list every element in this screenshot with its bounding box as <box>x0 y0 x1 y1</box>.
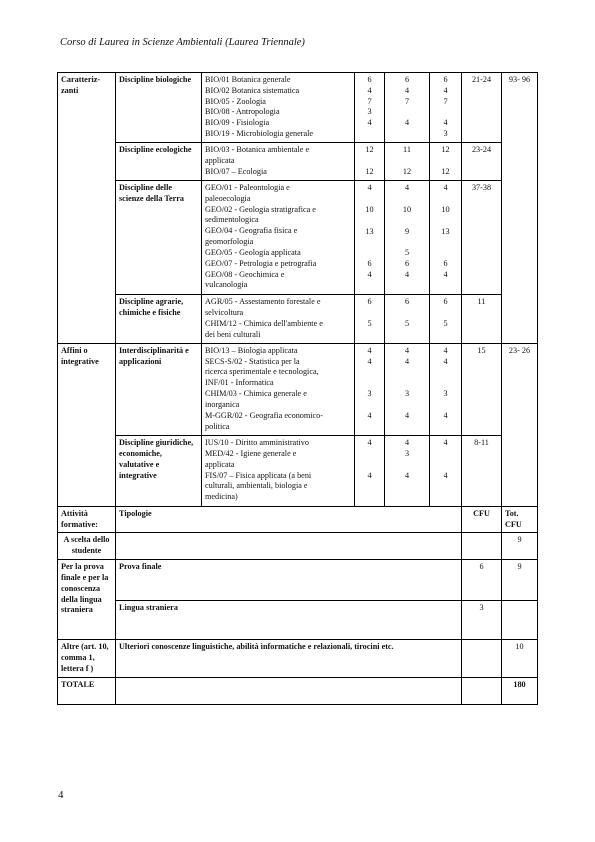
empty-cell <box>116 677 462 704</box>
cell-line: GEO/07 - Petrologia e petrografia <box>205 258 317 268</box>
cell-line: BIO/05 - Zoologia <box>205 96 266 106</box>
cell-line: applicata <box>205 459 235 469</box>
cfu-col-3 <box>430 436 462 507</box>
cell-line: culturali, ambientali, biologia e <box>205 481 308 491</box>
cell-line <box>358 156 381 167</box>
cell-line: 11 <box>403 145 411 155</box>
cell-line: BIO/01 Botanica generale <box>205 75 291 84</box>
ambito-cell: Discipline delle scienze della Terra <box>116 180 202 294</box>
cell-line: 4 <box>367 470 372 480</box>
cell-line: 12 <box>441 145 450 155</box>
cell-line <box>358 422 381 433</box>
table-row <box>58 640 538 677</box>
cell-line: 4 <box>367 270 372 280</box>
cell-line: 4 <box>404 345 410 355</box>
cell-line: 13 <box>441 226 450 236</box>
cell-line: BIO/13 – Biologia applicata <box>205 345 298 355</box>
cell-line: 4 <box>404 118 410 128</box>
cell-line: 4 <box>404 411 410 421</box>
ssd-list <box>202 295 355 344</box>
cell-line <box>388 281 426 292</box>
cell-line: 12 <box>441 167 450 177</box>
cfu-col-1 <box>355 180 385 294</box>
table-row <box>58 560 538 601</box>
ssd-list <box>202 143 355 181</box>
cell-line: 4 <box>367 345 372 355</box>
table-row <box>58 436 538 507</box>
empty-cell <box>462 677 502 704</box>
empty-cell <box>502 601 538 640</box>
cell-line: 12 <box>365 167 374 177</box>
cell-line: 5 <box>404 248 410 258</box>
cfu-range: 21-24 <box>462 73 502 143</box>
cfu-col-2 <box>385 143 430 181</box>
cell-line: 6 <box>367 259 372 269</box>
cell-line: 4 <box>367 411 372 421</box>
cell-line: 6 <box>443 259 448 269</box>
cell-line <box>433 194 458 205</box>
ssd-list <box>202 73 355 143</box>
cell-line: BIO/02 Botanica sistematica <box>205 85 300 95</box>
empty-cell <box>462 533 502 560</box>
cell-line <box>388 237 426 248</box>
totale-label: TOTALE <box>58 677 116 704</box>
ambito-cell: Interdisciplinarità e applicazioni <box>116 343 202 435</box>
cell-line <box>388 493 426 504</box>
empty-cell <box>116 533 462 560</box>
cell-line: applicata <box>205 156 235 166</box>
cell-line: 4 <box>404 470 410 480</box>
cell-line <box>388 378 426 389</box>
table-row <box>58 677 538 704</box>
cell-line <box>358 460 381 471</box>
cell-line: politica <box>205 421 230 431</box>
cell-line: 4 <box>443 356 448 366</box>
altre-label: Altre (art. 10, comma 1, lettera f ) <box>58 640 116 677</box>
scelta-tot: 9 <box>502 533 538 560</box>
section-total: 93- 96 <box>502 73 538 344</box>
cell-line <box>433 156 458 167</box>
running-header: Corso di Laurea in Scienze Ambientali (Laurea Triennale) <box>60 37 305 48</box>
cfu-col-3 <box>430 180 462 294</box>
cell-line: GEO/04 - Geografia fisica e <box>205 226 298 236</box>
cell-line: 4 <box>404 85 410 95</box>
cell-line: 7 <box>404 96 410 106</box>
cell-line: GEO/01 - Paleontologia e <box>205 182 290 192</box>
cell-line: BIO/19 - Microbiologia generale <box>205 129 313 139</box>
cell-line: 3 <box>404 448 410 458</box>
cell-line <box>433 216 458 227</box>
table-row <box>58 73 538 143</box>
cell-line <box>388 308 426 319</box>
cfu-range: 11 <box>462 295 502 344</box>
cell-line: ricerca sperimentale e tecnologica, <box>205 367 319 377</box>
cfu-range: 15 <box>462 343 502 435</box>
cfu-col-3 <box>430 295 462 344</box>
altre-tot: 10 <box>502 640 538 677</box>
page-number: 4 <box>58 789 64 801</box>
cell-line: INF/01 - Informatica <box>205 378 274 388</box>
cell-line: medicina) <box>205 492 238 502</box>
empty-cell <box>462 640 502 677</box>
cell-line: BIO/07 – Ecologia <box>205 166 267 176</box>
cfu-col-2 <box>385 436 430 507</box>
cfu-col-3 <box>430 343 462 435</box>
cfu-col-2 <box>385 73 430 143</box>
cfu-range: 37-38 <box>462 180 502 294</box>
cell-line: 4 <box>367 438 372 448</box>
cell-line: vulcanologia <box>205 280 248 290</box>
cell-line <box>433 308 458 319</box>
cell-line <box>388 460 426 471</box>
cell-line <box>358 248 381 259</box>
section-label-affini: Affini o integrative <box>58 343 116 506</box>
cfu-col-2 <box>385 180 430 294</box>
cell-line: CHIM/12 - Chimica dell'ambiente e <box>205 318 323 328</box>
cell-line <box>388 107 426 118</box>
cell-line: 10 <box>441 204 450 214</box>
cell-line <box>358 330 381 341</box>
table-row <box>58 506 538 533</box>
cfu-col-1 <box>355 73 385 143</box>
ambito-cell: Discipline ecologiche <box>116 143 202 181</box>
cell-line: 4 <box>367 118 372 128</box>
cell-line <box>388 330 426 341</box>
cell-line: 5 <box>367 318 372 328</box>
cell-line: BIO/08 - Antropologia <box>205 107 280 117</box>
cell-line: 4 <box>367 182 372 192</box>
cell-line: 4 <box>367 85 372 95</box>
cell-line: inorganica <box>205 399 240 409</box>
cell-line <box>433 493 458 504</box>
table-row <box>58 601 538 640</box>
cfu-col-3 <box>430 73 462 143</box>
cell-line: FIS/07 – Fisica applicata (a beni <box>205 470 312 480</box>
prova-finale-label: Prova finale <box>116 560 462 601</box>
prova-finale-cfu: 6 <box>462 560 502 601</box>
cfu-range: 23-24 <box>462 143 502 181</box>
cell-line <box>433 378 458 389</box>
cell-line: 4 <box>404 182 410 192</box>
cell-line: 4 <box>443 118 448 128</box>
cell-line <box>433 330 458 341</box>
section-label-caratterizzanti: Caratteriz-zanti <box>58 73 116 344</box>
cell-line <box>358 237 381 248</box>
cell-line <box>433 482 458 493</box>
cell-line: selvicoltura <box>205 307 244 317</box>
cfu-col-1 <box>355 143 385 181</box>
cell-line <box>358 400 381 411</box>
cfu-col-2 <box>385 295 430 344</box>
cell-line: 6 <box>367 297 372 307</box>
table-row <box>58 180 538 294</box>
cell-line <box>388 194 426 205</box>
cell-line: GEO/05 - Geologia applicata <box>205 247 301 257</box>
cell-line: 4 <box>443 182 448 192</box>
table-row <box>58 533 538 560</box>
scelta-label: A scelta dello studente <box>58 533 116 560</box>
cell-line <box>388 129 426 140</box>
cell-line <box>388 216 426 227</box>
cell-line: GEO/08 - Geochimica e <box>205 269 285 279</box>
section-total: 23- 26 <box>502 343 538 506</box>
cell-line: 12 <box>365 145 374 155</box>
cell-line: 7 <box>443 96 448 106</box>
cell-line: 6 <box>443 75 448 84</box>
cell-line: 4 <box>443 270 448 280</box>
cell-line: 6 <box>367 75 372 84</box>
attivita-label: Attività formative: <box>58 506 116 533</box>
cell-line: sedimentologica <box>205 215 259 225</box>
cell-line: 3 <box>404 389 410 399</box>
cell-line: 4 <box>443 411 448 421</box>
totale-tot: 180 <box>502 677 538 704</box>
cell-line: dei beni culturali <box>205 329 261 339</box>
cell-line: geomorfologia <box>205 237 254 247</box>
cell-line <box>358 216 381 227</box>
cell-line: 6 <box>404 75 410 84</box>
table-row <box>58 295 538 344</box>
cell-line: 4 <box>443 345 448 355</box>
cfu-header: CFU <box>462 506 502 533</box>
tipologie-header: Tipologie <box>116 506 462 533</box>
tot-cfu-header: Tot. CFU <box>502 506 538 533</box>
ssd-list <box>202 343 355 435</box>
prova-finale-tot: 9 <box>502 560 538 601</box>
cell-line <box>358 482 381 493</box>
cell-line: SECS-S/02 - Statistica per la <box>205 356 300 366</box>
altre-text: Ulteriori conoscenze linguistiche, abilità informatiche e relazionali, tirocini etc. <box>116 640 462 677</box>
cfu-range: 8-11 <box>462 436 502 507</box>
cell-line: 4 <box>443 85 448 95</box>
cell-line: 3 <box>443 389 448 399</box>
cell-line: 9 <box>404 226 410 236</box>
cell-line <box>433 449 458 460</box>
cell-line: 5 <box>443 318 448 328</box>
table-row <box>58 143 538 181</box>
cell-line: 4 <box>404 356 410 366</box>
cell-line <box>358 449 381 460</box>
cell-line <box>433 248 458 259</box>
cell-line: 10 <box>402 204 412 214</box>
cell-line <box>358 378 381 389</box>
cell-line: 7 <box>367 96 372 106</box>
cell-line <box>388 422 426 433</box>
ambito-cell: Discipline biologiche <box>116 73 202 143</box>
cell-line: 4 <box>367 356 372 366</box>
table-row <box>58 343 538 435</box>
cfu-col-1 <box>355 295 385 344</box>
cell-line: 4 <box>443 438 448 448</box>
cell-line: GEO/02 - Geologia stratigrafica e <box>205 204 316 214</box>
cfu-col-2 <box>385 343 430 435</box>
cell-line <box>433 460 458 471</box>
cell-line <box>433 237 458 248</box>
ambito-cell: Discipline agrarie, chimiche e fisiche <box>116 295 202 344</box>
cell-line <box>388 400 426 411</box>
cell-line: CHIM/03 - Chimica generale e <box>205 389 307 399</box>
ssd-list <box>202 436 355 507</box>
cell-line <box>433 281 458 292</box>
lingua-straniera-cfu: 3 <box>462 601 502 640</box>
cfu-col-3 <box>430 143 462 181</box>
cell-line: 4 <box>404 438 410 448</box>
cell-line <box>388 156 426 167</box>
cell-line <box>433 400 458 411</box>
cell-line <box>388 367 426 378</box>
cell-line: BIO/03 - Botanica ambientale e <box>205 145 310 155</box>
cfu-col-1 <box>355 436 385 507</box>
cell-line: IUS/10 - Diritto amministrativo <box>205 438 309 448</box>
cell-line: 10 <box>365 204 374 214</box>
cell-line: 5 <box>404 318 410 328</box>
cell-line <box>358 493 381 504</box>
cell-line: 6 <box>443 297 448 307</box>
cell-line: 13 <box>365 226 374 236</box>
cell-line: 3 <box>367 389 372 399</box>
cell-line: 6 <box>404 259 410 269</box>
cell-line: 12 <box>402 167 412 177</box>
cell-line <box>358 281 381 292</box>
cell-line: 6 <box>404 297 410 307</box>
lingua-straniera-label: Lingua straniera <box>116 601 462 640</box>
cell-line <box>358 367 381 378</box>
cell-line: 4 <box>443 470 448 480</box>
cell-line <box>433 422 458 433</box>
cell-line: M-GGR/02 - Geografia economico- <box>205 410 323 420</box>
cell-line: AGR/05 - Assestamento forestale e <box>205 297 321 307</box>
cell-line <box>358 129 381 140</box>
cell-line: MED/42 - Igiene generale e <box>205 448 297 458</box>
cell-line <box>358 194 381 205</box>
ambito-cell: Discipline giuridiche, economiche, valutative e integrative <box>116 436 202 507</box>
cell-line <box>433 367 458 378</box>
cell-line: BIO/09 - Fisiologia <box>205 118 270 128</box>
cell-line <box>433 107 458 118</box>
cell-line <box>388 482 426 493</box>
curriculum-table <box>57 72 538 705</box>
cell-line: paleoecologia <box>205 193 251 203</box>
cell-line: 3 <box>367 107 372 117</box>
cell-line: 4 <box>404 270 410 280</box>
cell-line <box>358 308 381 319</box>
cell-line: 3 <box>443 129 448 139</box>
cfu-col-1 <box>355 343 385 435</box>
prova-label: Per la prova finale e per la conoscenza della lingua straniera <box>58 560 116 640</box>
ssd-list <box>202 180 355 294</box>
